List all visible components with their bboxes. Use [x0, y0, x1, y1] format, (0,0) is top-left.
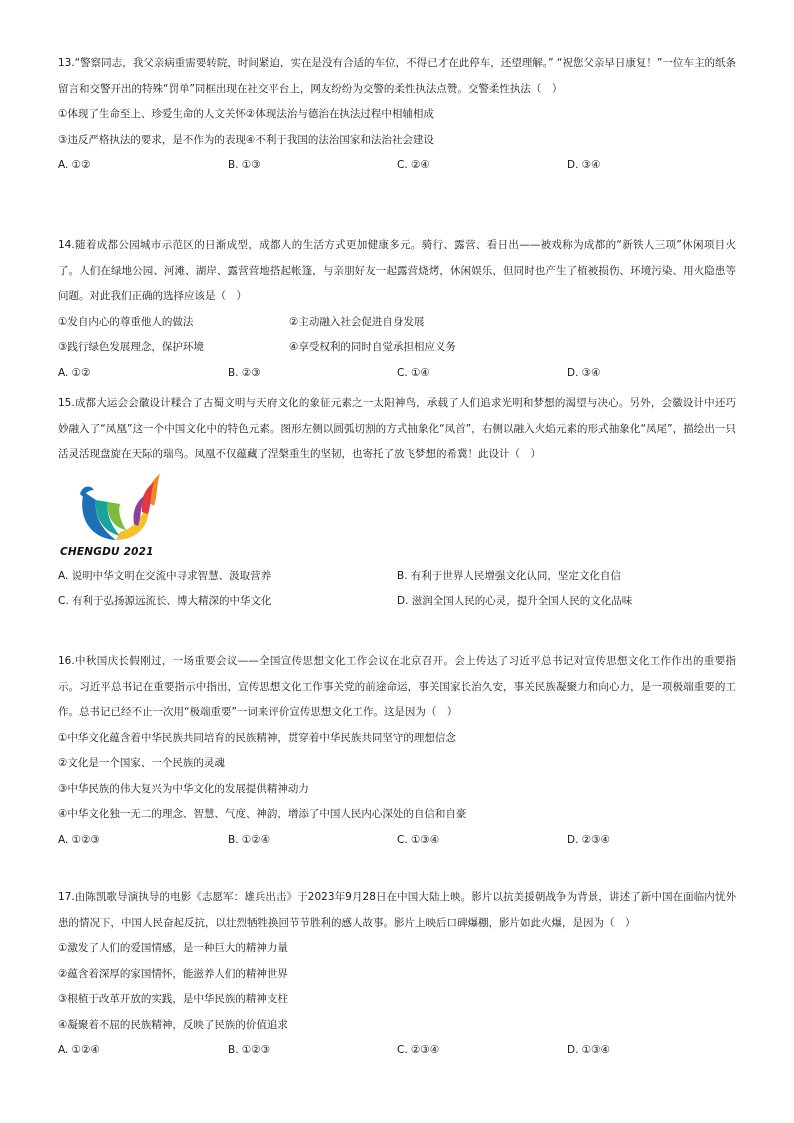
option-a[interactable]: A. ①②	[58, 159, 91, 171]
option-b[interactable]: B. ①③	[228, 159, 261, 171]
question-16-options	[58, 828, 736, 854]
option-d[interactable]: D. ③④	[567, 159, 601, 171]
option-b[interactable]: B. ①②③	[228, 1044, 271, 1056]
question-13-options	[58, 153, 736, 179]
question-16	[58, 649, 736, 853]
statement-1: ①激发了人们的爱国情感，是一种巨大的精神力量	[58, 942, 288, 954]
statement-4: ④中华文化独一无二的理念、智慧、气度、神韵，增添了中国人民内心深处的自信和自豪	[58, 808, 467, 820]
option-d[interactable]: D. ①③④	[567, 1044, 610, 1056]
statement-2: ②蕴含着深厚的家国情怀，能滋养人们的精神世界	[58, 967, 288, 980]
option-c[interactable]: C. ②③④	[397, 1044, 440, 1056]
question-15-options-cd	[58, 589, 736, 615]
statement-1: ①中华文化蕴含着中华民族共同培育的民族精神，贯穿着中华民族共同坚守的理想信念	[58, 731, 456, 744]
option-b[interactable]: B. 有利于世界人民增强文化认同，坚定文化自信	[397, 569, 621, 582]
question-14-statements-3-4	[58, 335, 736, 361]
question-17-stem: 17.由陈凯歌导演执导的电影《志愿军：雄兵出击》于2023年9月28日在中国大陆上映。影片以抗美援朝战争为背景，讲述了新中国在面临内忧外患的情况下，中国人民奋起反抗，以壮烈牺牲换回节节胜利的感人故事。影片上映后口碑爆棚，影片如此火爆，是因为（ ）	[58, 891, 736, 929]
question-15	[58, 391, 736, 615]
question-14-options	[58, 361, 736, 387]
statement-3: ③中华民族的伟大复兴为中华文化的发展提供精神动力	[58, 782, 309, 795]
statement-2: ②文化是一个国家、一个民族的灵魂	[58, 757, 225, 769]
statement-2: ②主动融入社会促进自身发展	[289, 315, 425, 328]
option-c[interactable]: C. ②④	[397, 159, 430, 171]
question-14-statements-1-2	[58, 310, 736, 336]
question-16-stem: 16.中秋国庆长假刚过，一场重要会议——全国宣传思想文化工作会议在北京召开。会上传达了习近平总书记对宣传思想文化工作作出的重要指示。习近平总书记在重要指示中指出，宣传思想文化工作事关党的前途命运，事关国家长治久安，事关民族凝聚力和向心力，是一项极端重要的工作。总书记已经不止一次用“极端重要”一词来评价宣传思想文化工作。这是因为（ ）	[58, 655, 736, 718]
question-13	[58, 51, 736, 179]
phoenix-logo-icon	[76, 472, 166, 546]
statement-3: ③践行绿色发展理念，保护环境	[58, 341, 204, 353]
statement-1: ①发自内心的尊重他人的做法	[58, 315, 194, 328]
option-c[interactable]: C. ①③④	[397, 833, 440, 846]
chengdu-2021-logo	[58, 472, 736, 564]
logo-caption: CHENGDU 2021	[60, 545, 154, 558]
option-a[interactable]: A. ①②③	[58, 833, 100, 846]
option-a[interactable]: A. ①②	[58, 366, 91, 379]
statement-3: ③根植于改革开放的实践，是中华民族的精神支柱	[58, 993, 288, 1005]
question-13-stem: 13.“警察同志，我父亲病重需要转院，时间紧迫，实在是没有合适的车位，不得已才在此停车，还望理解。” “祝您父亲早日康复！”一位车主的纸条留言和交警开出的特殊“罚单”同框出现在社交平台上，网友纷纷为交警的柔性执法点赞。交警柔性执法（ ）	[58, 57, 736, 95]
option-c[interactable]: C. 有利于弘扬源远流长、博大精深的中华文化	[58, 595, 272, 607]
question-13-statement-1-2: ①体现了生命至上、珍爱生命的人文关怀②体现法治与德治在执法过程中相辅相成	[58, 108, 434, 120]
question-17	[58, 885, 736, 1064]
option-a[interactable]: A. 说明中华文明在交流中寻求智慧、汲取营养	[58, 569, 272, 582]
question-14	[58, 233, 736, 386]
option-a[interactable]: A. ①②④	[58, 1044, 100, 1056]
statement-4: ④享受权利的同时自觉承担相应义务	[289, 341, 456, 353]
option-d[interactable]: D. ②③④	[567, 833, 610, 846]
question-15-stem: 15.成都大运会会徽设计糅合了古蜀文明与天府文化的象征元素之一太阳神鸟，承载了人们追求光明和梦想的渴望与决心。另外，会徽设计中还巧妙融入了“凤凰”这一个中国文化中的特色元素。图形左侧以圆弧切割的方式抽象化“凤首”，右侧以融入火焰元素的形式抽象化“凤尾”，描绘出一只活灵活现盘旋在天际的瑞鸟。凤凰不仅蕴藏了涅槃重生的坚韧，也寄托了放飞梦想的希冀！此设计（ ）	[58, 397, 736, 460]
option-c[interactable]: C. ①④	[397, 366, 430, 379]
option-b[interactable]: B. ②③	[228, 366, 261, 379]
question-17-options	[58, 1038, 736, 1064]
statement-4: ④凝聚着不屈的民族精神，反映了民族的价值追求	[58, 1018, 288, 1031]
option-b[interactable]: B. ①②④	[228, 833, 271, 846]
question-13-statement-3-4: ③违反严格执法的要求，是不作为的表现④不利于我国的法治国家和法治社会建设	[58, 133, 434, 146]
question-14-stem: 14.随着成都公园城市示范区的日渐成型，成都人的生活方式更加健康多元。骑行、露营、看日出——被戏称为成都的“新铁人三项”休闲项目火了。人们在绿地公园、河滩、湖岸、露营营地搭起帐篷，与亲朋好友一起露营烧烤，休闲娱乐，但同时也产生了植被损伤、环境污染、用火隐患等问题。对此我们正确的选择应该是（ ）	[58, 239, 736, 302]
option-d[interactable]: D. 滋润全国人民的心灵，提升全国人民的文化品味	[397, 595, 633, 607]
option-d[interactable]: D. ③④	[567, 366, 601, 379]
question-15-options-ab	[58, 564, 736, 590]
